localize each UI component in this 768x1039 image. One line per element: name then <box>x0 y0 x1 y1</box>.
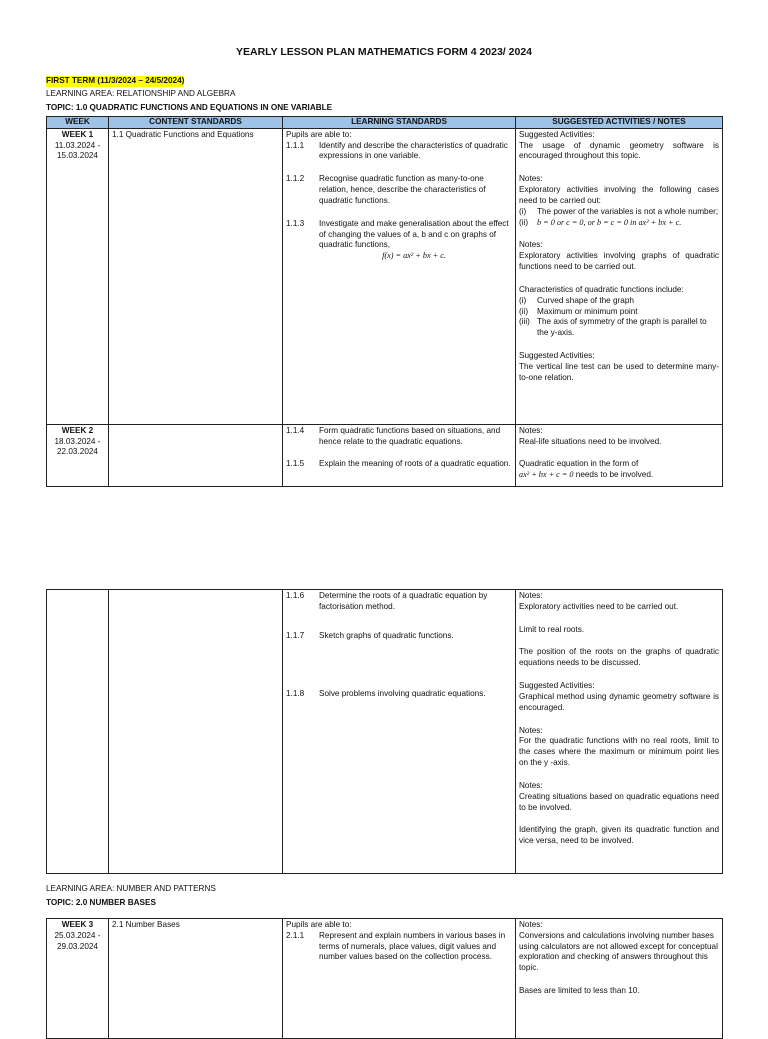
lesson-table-2 <box>46 589 723 874</box>
notes-text: Quadratic equation in the form of <box>519 459 639 469</box>
ls-text: Form quadratic functions based on situations, and hence relate to the quadratic equations. <box>319 425 501 446</box>
week-to: 22.03.2024 <box>57 447 98 457</box>
list-number: (ii) <box>519 217 529 227</box>
notes-text: Exploratory activities need to be carried out. <box>519 601 679 611</box>
week-cell <box>47 919 109 1039</box>
week-label: WEEK 2 <box>61 425 94 435</box>
ls-code: 1.1.5 <box>286 459 305 469</box>
ls-code: 1.1.7 <box>286 630 305 640</box>
content-standard: 1.1 Quadratic Functions and Equations <box>112 129 254 139</box>
learning-standard-cell <box>283 590 516 874</box>
table-row-week-1 <box>47 128 723 424</box>
learning-standard-cell <box>283 919 516 1039</box>
week-cell <box>47 424 109 486</box>
notes-text: needs to be involved. <box>573 470 654 480</box>
notes-formula-line <box>519 470 719 481</box>
header-activities: SUGGESTED ACTIVITIES / NOTES <box>516 117 723 129</box>
learning-standard-item <box>286 689 512 700</box>
notes-text: Identifying the graph, given its quadratic function and vice versa, need to be involved. <box>519 825 719 846</box>
list-number: (iii) <box>519 317 530 327</box>
notes-text: Exploratory activities involving the following cases need to be carried out: <box>519 185 719 205</box>
learning-standard-item <box>286 141 512 163</box>
learning-standard-item <box>286 631 512 642</box>
document-title: YEARLY LESSON PLAN MATHEMATICS FORM 4 2023/ 2024 <box>235 46 532 58</box>
content-standard-cell <box>109 128 283 424</box>
content-standard-cell <box>109 424 283 486</box>
notes-text: The position of the roots on the graphs of quadratic equations needs to be discussed. <box>519 647 719 668</box>
notes-list-item <box>519 296 719 307</box>
ls-code: 1.1.3 <box>286 218 305 228</box>
content-standard-cell <box>109 590 283 874</box>
notes-cell <box>516 128 723 424</box>
term-label: FIRST TERM (11/3/2024 – 24/5/2024) <box>46 76 185 85</box>
week-label: WEEK 3 <box>61 920 94 929</box>
notes-text: The usage of dynamic geometry software is encouraged throughout this topic. <box>519 140 719 161</box>
ls-text: Explain the meaning of roots of a quadratic equation. <box>319 459 511 469</box>
list-number: (i) <box>519 206 527 216</box>
notes-cell <box>516 919 723 1039</box>
notes-text: For the quadratic functions with no real roots, limit to the cases where the maximum or minimum point lies on the y -axis. <box>519 736 719 768</box>
notes-text: Bases are limited to less than 10. <box>519 986 640 996</box>
ls-text: Recognise quadratic function as many-to-one relation, hence, describe the characteristics of quadratic functions. <box>319 174 486 205</box>
learning-standard-item <box>286 459 512 470</box>
notes-text: The vertical line test can be used to determine many-to-one relation. <box>519 361 719 382</box>
ls-code: 1.1.6 <box>286 591 305 600</box>
week-cell <box>47 128 109 424</box>
notes-cell <box>516 590 723 874</box>
learning-standard-item <box>286 426 512 448</box>
ls-text-extra: factorisation method. <box>319 601 396 611</box>
ls-text: Sketch graphs of quadratic functions. <box>319 630 454 640</box>
pupils-intro: Pupils are able to: <box>286 920 352 929</box>
pupils-intro: Pupils are able to: <box>286 129 352 139</box>
learning-standard-cell <box>283 424 516 486</box>
ls-code: 1.1.8 <box>286 689 305 699</box>
ls-text: Represent and explain numbers in various bases in terms of numerals, place values, digit values and number values based on the collection process. <box>319 930 506 962</box>
notes-text: Limit to real roots. <box>519 624 585 634</box>
ls-code: 2.1.1 <box>286 930 305 940</box>
notes-heading: Suggested Activities: <box>519 681 595 691</box>
notes-text: Exploratory activities involving graphs of quadratic functions need to be carried out. <box>519 251 719 272</box>
learning-area-2: LEARNING AREA: NUMBER AND PATTERNS <box>46 884 216 893</box>
notes-list-item <box>519 207 719 218</box>
learning-standard-item <box>286 931 512 963</box>
formula-quadratic: f(x) = ax² + bx + c. <box>382 251 446 261</box>
notes-list-item <box>519 218 719 229</box>
notes-list-item <box>519 307 719 318</box>
list-text: Maximum or minimum point <box>537 306 638 316</box>
notes-text: Conversions and calculations involving number bases using calculators are not allowed except for conceptual exploration and checking of answers throughout this topic. <box>519 930 718 973</box>
list-text: Curved shape of the graph <box>537 295 634 305</box>
week-from: 11.03.2024 - <box>54 140 101 150</box>
ls-text: Solve problems involving quadratic equations. <box>319 689 486 699</box>
notes-heading: Suggested Activities: <box>519 129 595 139</box>
notes-text: Real-life situations need to be involved. <box>519 436 662 446</box>
header-learning-standards: LEARNING STANDARDS <box>283 117 516 129</box>
week-from: 25.03.2024 - <box>54 930 101 940</box>
notes-heading: Notes: <box>519 174 543 184</box>
notes-heading: Notes: <box>519 725 543 735</box>
content-standard: 2.1 Number Bases <box>112 920 180 929</box>
list-text: The axis of symmetry of the graph is parallel to the y-axis. <box>537 317 707 338</box>
table-row-week-3 <box>47 919 723 1039</box>
notes-heading: Notes: <box>519 780 543 790</box>
header-week: WEEK <box>47 117 109 129</box>
week-to: 15.03.2024 <box>57 151 98 161</box>
formula-equation: ax² + bx + c = 0 <box>519 470 574 480</box>
week-cell <box>47 590 109 874</box>
lesson-table-1 <box>46 116 723 487</box>
notes-heading: Suggested Activities: <box>519 351 595 361</box>
notes-cell <box>516 424 723 486</box>
table-row-week-2-cont <box>47 590 723 874</box>
learning-standard-item <box>286 219 512 251</box>
table-header-row <box>47 117 723 129</box>
header-content-standards: CONTENT STANDARDS <box>109 117 283 129</box>
learning-area-1: LEARNING AREA: RELATIONSHIP AND ALGEBRA <box>46 89 236 98</box>
notes-heading: Notes: <box>519 240 543 250</box>
learning-standard-cell <box>283 128 516 424</box>
week-label: WEEK 1 <box>61 129 94 139</box>
ls-text: Determine the roots of a quadratic equation by <box>319 591 488 600</box>
ls-text: Investigate and make generalisation about the effect of changing the values of a, b and c on graphs of quadratic functions, <box>319 218 509 250</box>
notes-text: Graphical method using dynamic geometry software is encouraged. <box>519 691 719 712</box>
notes-text: Creating situations based on quadratic equations need to be involved. <box>519 791 719 812</box>
topic-2: TOPIC: 2.0 NUMBER BASES <box>46 898 156 907</box>
notes-heading: Characteristics of quadratic functions include: <box>519 284 684 294</box>
table-row-week-2 <box>47 424 723 486</box>
notes-list-item <box>519 317 719 339</box>
week-to: 29.03.2024 <box>57 941 98 951</box>
week-from: 18.03.2024 - <box>54 436 101 446</box>
content-standard-cell <box>109 919 283 1039</box>
ls-code: 1.1.2 <box>286 174 305 184</box>
list-number: (i) <box>519 295 527 305</box>
topic-1: TOPIC: 1.0 QUADRATIC FUNCTIONS AND EQUATIONS IN ONE VARIABLE <box>46 103 333 112</box>
ls-text: Identify and describe the characteristics of quadratic expressions in one variable. <box>319 140 508 161</box>
learning-standard-item <box>286 591 512 602</box>
ls-code: 1.1.4 <box>286 425 305 435</box>
list-text: b = 0 or c = 0, or b = c = 0 in ax² + bx + c. <box>537 217 682 227</box>
list-number: (ii) <box>519 306 529 316</box>
notes-heading: Notes: <box>519 425 543 435</box>
notes-heading: Notes: <box>519 920 543 929</box>
notes-heading: Notes: <box>519 591 543 600</box>
ls-code: 1.1.1 <box>286 140 305 150</box>
lesson-table-3 <box>46 918 723 1039</box>
learning-standard-item <box>286 174 512 206</box>
list-text: The power of the variables is not a whole number; <box>537 206 719 216</box>
